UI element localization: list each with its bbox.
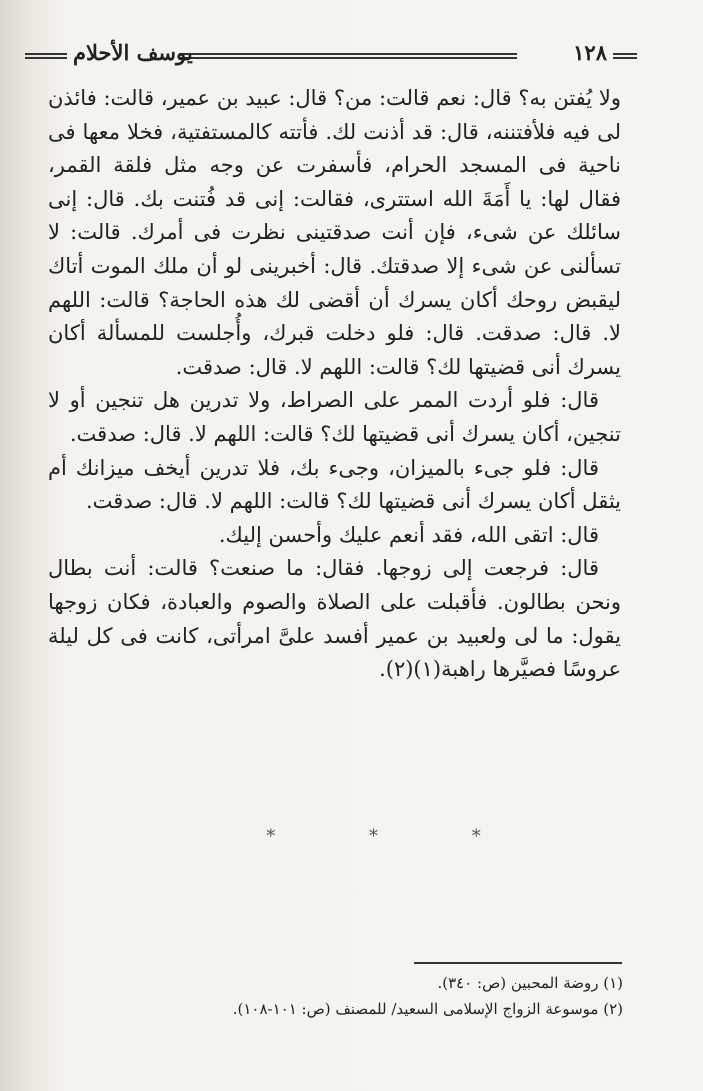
paragraph-1: ولا يُفتن به؟ قال: نعم قالت: من؟ قال: عبيد بن عمير، قالت: فائذن لى فيه فلأفتننه، قال: قد أذنت لك. فأتته كالمستفتية، فخلا معها فى ناحية فى المسجد الحرام، فأسفرت عن وجه مثل فلقة القمر، فقال لها: يا أَمَةَ الله استترى، فقالت: إنى قد فُتنت بك. قال: إنى سائلك عن شىء، فإن أنت صدقتينى نظرت فى أمرك. قالت: لا تسألنى عن شىء إلا صدقتك. قال: أخبرينى لو أن ملك الموت أتاك ليقبض روحك أكان يسرك أن أقضى لك هذه الحاجة؟ قالت: اللهم لا. قال: صدقت. قال: فلو دخلت قبرك، وأُجلست للمسألة أكان يسرك أنى قضيتها لك؟ قالت: اللهم لا. قال: صدقت. [48, 86, 621, 379]
body-text [48, 82, 621, 687]
paragraph-3: قال: فلو جىء بالميزان، وجىء بك، فلا تدرين أيخف ميزانك أم يثقل أكان يسرك أنى قضيتها لك؟ قالت: اللهم لا. قال: صدقت. [48, 455, 621, 514]
footnote-2: (٢) موسوعة الزواج الإسلامى السعيد/ للمصنف (ص: ١٠١-١٠٨). [232, 1000, 623, 1018]
paragraph-4: قال: اتقى الله، فقد أنعم عليك وأحسن إليك. [218, 522, 599, 547]
footnotes [180, 970, 623, 1022]
header-rule-left [25, 53, 67, 59]
footnote-rule [414, 962, 622, 964]
footnote-1: (١) روضة المحبين (ص: ٣٤٠). [437, 974, 623, 992]
running-title: يوسف الأحلام [73, 40, 193, 65]
header-rule-middle [179, 53, 517, 59]
section-separator: * * * [266, 826, 525, 847]
paragraph-5: قال: فرجعت إلى زوجها. فقال: ما صنعت؟ قالت: أنت بطال ونحن بطالون. فأقبلت على الصلاة والصوم والعبادة، فكان زوجها يقول: ما لى ولعبيد بن عمير أفسد علىَّ امرأتى، كانت فى كل ليلة عروسًا فصيَّرها راهبة(١)(٢). [48, 556, 621, 682]
paragraph-2: قال: فلو أردت الممر على الصراط، ولا تدرين هل تنجين أو لا تنجين، أكان يسرك أنى قضيتها لك؟ قالت: اللهم لا. قال: صدقت. [48, 388, 621, 446]
page-header [25, 38, 637, 74]
header-rule-right [613, 53, 637, 59]
page-number: ١٢٨ [573, 40, 607, 65]
